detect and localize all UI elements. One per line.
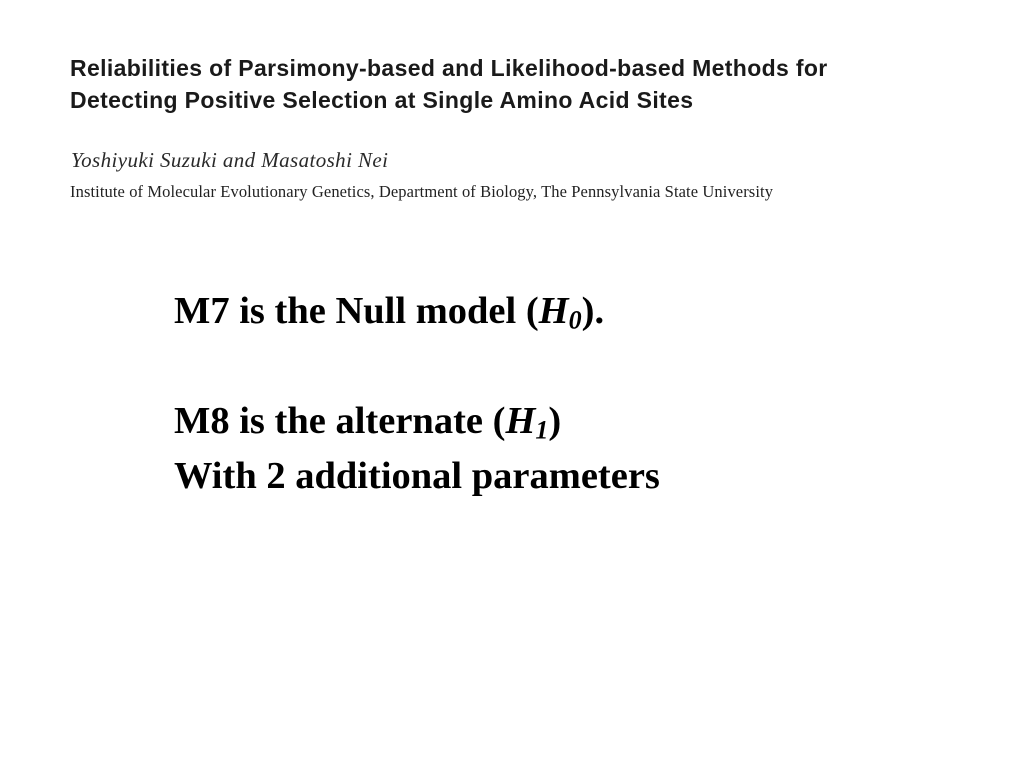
null-model-prefix: M7 is the Null model ( — [174, 290, 539, 332]
null-hypothesis-subscript: 0 — [568, 305, 582, 335]
alt-model-suffix: ) — [548, 400, 562, 442]
paper-affiliation: Institute of Molecular Evolutionary Genetics, Department of Biology, The Pennsylvania State University — [70, 182, 774, 201]
slide-body — [174, 284, 660, 504]
paper-header — [70, 52, 970, 201]
alt-hypothesis-letter: H — [505, 400, 536, 442]
paper-title-line-2: Detecting Positive Selection at Single Amino Acid Sites — [70, 87, 694, 113]
null-model-suffix: ). — [581, 290, 605, 332]
paper-authors: Yoshiyuki Suzuki and Masatoshi Nei — [71, 148, 389, 172]
alt-hypothesis-symbol — [505, 400, 549, 445]
alt-model-statement — [174, 394, 660, 449]
alt-hypothesis-subscript: 1 — [535, 415, 549, 445]
alt-model-prefix: M8 is the alternate ( — [174, 400, 506, 442]
paper-title — [70, 52, 970, 116]
paper-title-line-1: Reliabilities of Parsimony-based and Likelihood-based Methods for — [70, 55, 828, 81]
null-hypothesis-letter: H — [538, 290, 569, 332]
null-model-statement — [174, 284, 660, 339]
alt-model-note: With 2 additional parameters — [174, 455, 660, 497]
null-hypothesis-symbol — [538, 290, 582, 335]
blank-line — [174, 339, 660, 394]
